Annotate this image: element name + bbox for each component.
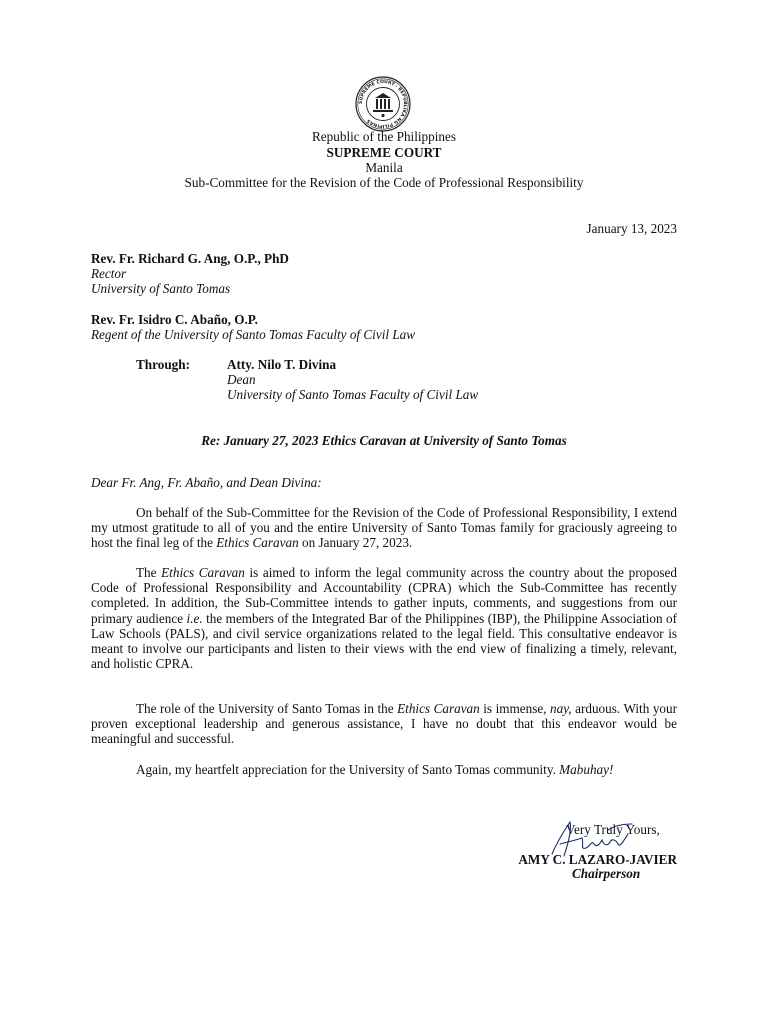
body-paragraph-2 [91,565,677,671]
p2-text-a: The [136,565,162,580]
letter-subject: Re: January 27, 2023 Ethics Caravan at University of Santo Tomas [201,433,567,448]
letterhead-court: SUPREME COURT [326,145,442,160]
p3-emphasis-1: Ethics Caravan [397,701,480,716]
p1-text-a: On behalf of the Sub-Committee for the Revision of the Code of Professional Responsibility, I extend my utmost gratitude to all of you and the entire University of Santo Tomas family for graciously agreeing to host the final leg of the [91,505,677,551]
addressee-1-name: Rev. Fr. Richard G. Ang, O.P., PhD [91,251,289,266]
p3-emphasis-2: nay, [550,701,572,716]
p2-emphasis-1: Ethics Caravan [161,565,245,580]
supreme-court-seal-icon [355,76,411,132]
signer-position: Chairperson [572,866,641,881]
p3-text-a: The role of the University of Santo Tomas in the [136,701,398,716]
through-name: Atty. Nilo T. Divina [227,357,337,372]
p1-text-b: on January 27, 2023. [298,535,413,551]
through-title: Dean [227,372,256,387]
seal-lettering: SUPREME COURT · REPUBLIKA NG PILIPINAS [358,79,408,129]
salutation: Dear Fr. Ang, Fr. Abaño, and Dean Divina: [91,475,322,490]
body-paragraph-4 [91,762,677,777]
addressee-2-name: Rev. Fr. Isidro C. Abaño, O.P. [91,312,258,327]
addressee-1-org: University of Santo Tomas [91,281,231,296]
p4-text-a: Again, my heartfelt appreciation for the University of Santo Tomas community. [136,762,560,777]
p2-text-c: the members of the Integrated Bar of the Philippines (IBP), the Philippine Association of Law Schools (PALS), and civil service organizations related to the legal field. This consultative endeavor is meant to involve our participants and listen to their views with the end view of finalizing a timely, relevant, and holistic CPRA. [91,610,677,672]
addressee-1-title: Rector [91,266,127,281]
p3-text-b: is immense, [479,701,550,716]
letterhead-committee: Sub-Committee for the Revision of the Code of Professional Responsibility [184,175,584,190]
addressee-2-title: Regent of the University of Santo Tomas Faculty of Civil Law [91,327,416,342]
body-paragraph-3 [91,701,677,747]
through-org: University of Santo Tomas Faculty of Civil Law [227,387,479,402]
p2-emphasis-2: i.e. [186,610,203,626]
p1-emphasis: Ethics Caravan [216,535,299,551]
letterhead-republic: Republic of the Philippines [312,129,456,144]
p2-text-b: is aimed to inform the legal community across the country about the proposed Code of Professional Responsibility and Accountability (CPRA) which the Sub-Committee has recently completed. In addition, the Sub-Committee intends to gather inputs, comments, and suggestions from our primary audience [91,565,677,626]
p3-text-c: arduous. With your proven exceptional leadership and generous assistance, I have no doubt that this endeavor would be meaningful and successful. [91,701,677,747]
valediction: Very Truly Yours, [566,822,660,837]
body-paragraph-1 [91,505,677,551]
through-label: Through: [136,357,190,372]
letterhead-city: Manila [365,160,403,175]
p4-emphasis: Mabuhay! [559,762,614,777]
signer-name: AMY C. LAZARO-JAVIER [518,852,677,867]
svg-text:SUPREME COURT · REPUBLIKA NG P [358,79,408,129]
letter-date: January 13, 2023 [586,221,677,236]
